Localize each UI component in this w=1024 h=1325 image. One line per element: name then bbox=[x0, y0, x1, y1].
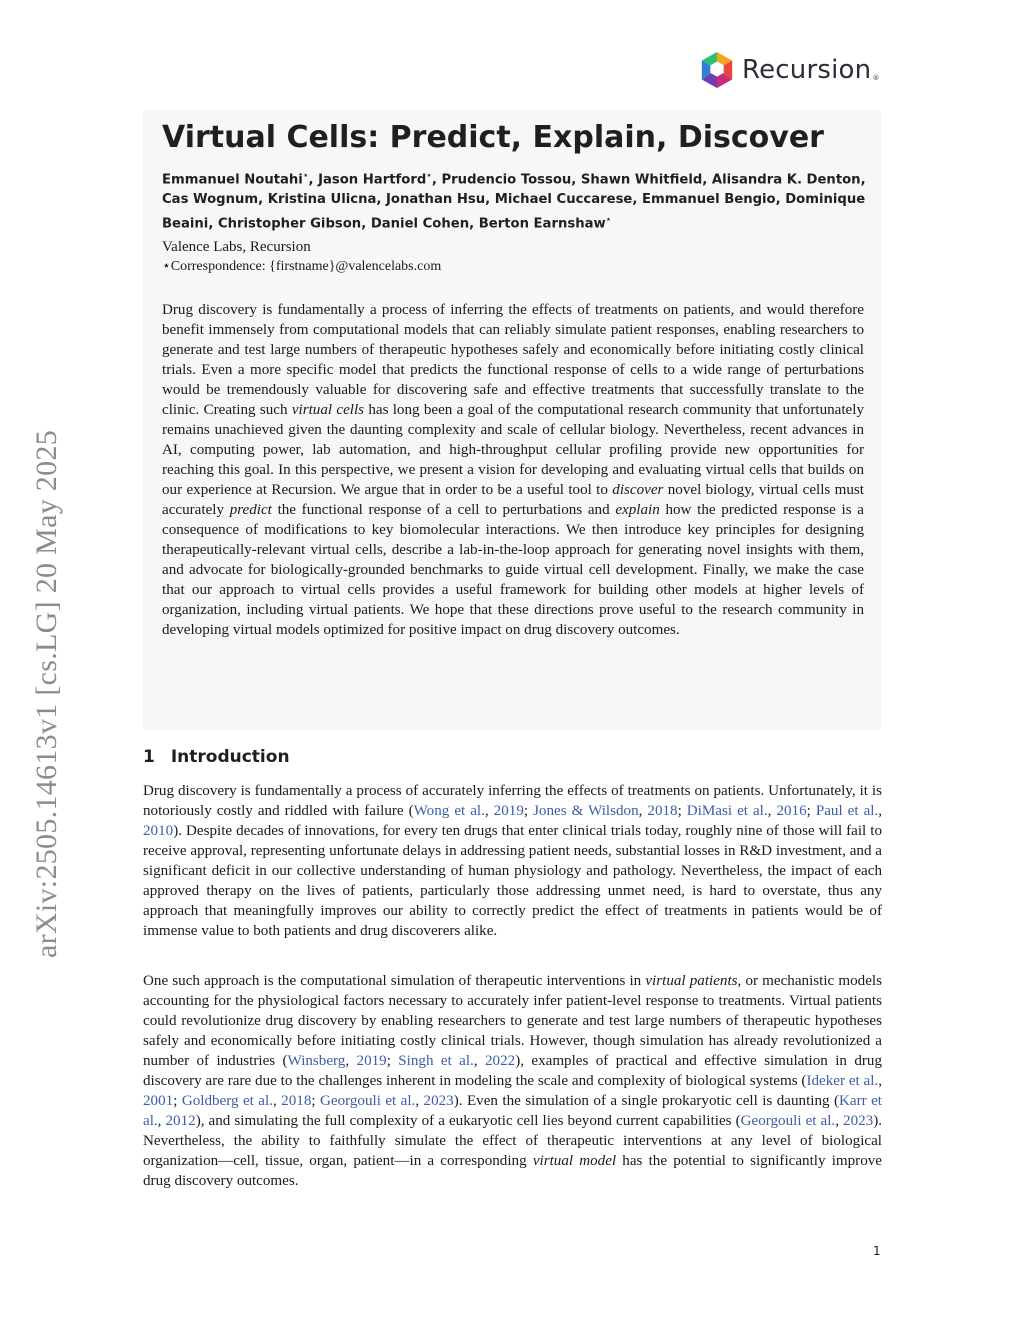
emphasis: virtual cells bbox=[291, 402, 365, 418]
text-run: , bbox=[878, 1073, 882, 1089]
emphasis: virtual model bbox=[532, 1153, 617, 1169]
affiliation: Valence Labs, Recursion bbox=[162, 239, 311, 255]
text-run: ; bbox=[386, 1053, 399, 1069]
text-run: , or mechanistic models accounting for the physiological factors necessary to accurately infer patient-level response to treatments. Virtual patients could revolutionize drug discovery by enabling researchers to generate and test large numbers of therapeutic hypotheses safely and economically before initiating costly clinical trials. However, though simulation has already revolutionized a number of industries ( bbox=[143, 973, 882, 1069]
text-run: has the potential to significantly improve drug discovery outcomes. bbox=[143, 1153, 882, 1189]
correspondence-mark: ⋆ bbox=[426, 171, 432, 181]
text-run: , bbox=[345, 1053, 357, 1069]
text-run: ). Despite decades of innovations, for every ten drugs that enter clinical trials today, roughly nine of those will fail to receive approval, representing unfortunate delays in addressing patient needs, substantial losses in R&D investment, and a significant deficit in our collective understanding of human physiology and pathology. Nevertheless, the impact of each approved therapy on the lives of patients, particularly those addressing unmet need, is hard to overstate, thus any approach that meaningfully improves our ability to correctly predict the effect of treatments in patients would be of immense value to both patients and drug discoverers alike. bbox=[143, 823, 882, 939]
citation-link[interactable]: 2018 bbox=[647, 803, 678, 819]
citation-link[interactable]: Singh et al. bbox=[398, 1053, 474, 1069]
author-name: Daniel Cohen bbox=[370, 216, 470, 232]
paper-title: Virtual Cells: Predict, Explain, Discover bbox=[162, 120, 824, 155]
recursion-hexagon-icon bbox=[698, 50, 736, 90]
citation-link[interactable]: Winsberg bbox=[287, 1053, 346, 1069]
citation-link[interactable]: Ideker et al. bbox=[806, 1073, 879, 1089]
citation-link[interactable]: 2001 bbox=[143, 1093, 174, 1109]
author-name: Jonathan Hsu bbox=[386, 192, 486, 208]
text-run: , bbox=[272, 1093, 282, 1109]
citation-link[interactable]: 2023 bbox=[843, 1113, 874, 1129]
correspondence: ⋆Correspondence: {firstname}@valencelabs.com bbox=[162, 259, 442, 274]
text-run: , bbox=[157, 1113, 166, 1129]
author-name: Kristina Ulicna bbox=[267, 192, 377, 208]
author-name: Shawn Whitfield bbox=[580, 172, 703, 188]
citation-link[interactable]: 2022 bbox=[485, 1053, 516, 1069]
citation-link[interactable]: Jones & Wilsdon bbox=[533, 803, 639, 819]
emphasis: virtual patients bbox=[645, 973, 738, 989]
author-name: Emmanuel Bengio bbox=[641, 192, 776, 208]
intro-paragraph-2 bbox=[143, 971, 882, 1191]
text-run: ; bbox=[677, 803, 687, 819]
recursion-logo bbox=[698, 50, 879, 90]
citation-link[interactable]: 2023 bbox=[423, 1093, 454, 1109]
intro-paragraph-1 bbox=[143, 781, 882, 941]
section-heading-introduction bbox=[143, 747, 290, 767]
citation-link[interactable]: 2019 bbox=[356, 1053, 387, 1069]
abstract-text bbox=[162, 300, 864, 640]
text-run: Drug discovery is fundamentally a process of inferring the effects of treatments on patients, and would therefore benefit immensely from computational models that can reliably simulate patient responses, enabling researchers to generate and test large numbers of therapeutic hypotheses safely and economically before initiating costly clinical trials. Even a more specific model that predicts the functional response of cells to a wide range of perturbations would be tremendously valuable for discovering safe and effective treatments that successfully translate to the clinic. Creating such bbox=[162, 302, 864, 418]
text-run: , bbox=[473, 1053, 485, 1069]
author-name: Cas Wognum bbox=[162, 192, 259, 208]
author-name: Emmanuel Noutahi bbox=[162, 172, 303, 188]
emphasis: explain bbox=[615, 502, 660, 518]
citation-link[interactable]: Georgouli et al. bbox=[740, 1113, 836, 1129]
text-run: , bbox=[638, 803, 648, 819]
citation-link[interactable]: Karr et al. bbox=[143, 1093, 882, 1129]
text-run: how the predicted response is a consequence of modifications to key biomolecular interactions. We then introduce key principles for designing therapeutically-relevant virtual cells, describe a lab-in-the-loop approach for generating novel insights with them, and advocate for biologically-grounded benchmarks to guide virtual cell development. Finally, we make the case that our approach to virtual cells provides a useful framework for building other models at higher levels of organization, including virtual patients. We hope that these directions prove useful to the research community in developing virtual models optimized for positive impact on drug discovery outcomes. bbox=[162, 502, 865, 638]
text-run: , bbox=[878, 803, 883, 819]
text-run: ), examples of practical and effective simulation in drug discovery are rare due to the challenges inherent in modeling the scale and complexity of biological systems ( bbox=[143, 1053, 882, 1089]
citation-link[interactable]: DiMasi et al. bbox=[686, 803, 768, 819]
arxiv-identifier[interactable]: arXiv:2505.14613v1 [cs.LG] 20 May 2025 bbox=[30, 430, 63, 958]
emphasis: predict bbox=[229, 502, 272, 518]
text-run: ). Even the simulation of a single prokaryotic cell is daunting ( bbox=[453, 1093, 840, 1109]
section-number: 1 bbox=[143, 747, 155, 767]
text-run: Drug discovery is fundamentally a process of accurately inferring the effects of treatments on patients. Unfortunately, it is notoriously costly and riddled with failure ( bbox=[143, 783, 882, 819]
author-name: Prudencio Tossou bbox=[441, 172, 572, 188]
citation-link[interactable]: 2016 bbox=[776, 803, 807, 819]
citation-link[interactable]: Wong et al. bbox=[413, 803, 485, 819]
text-run: , bbox=[767, 803, 777, 819]
citation-link[interactable]: 2012 bbox=[165, 1113, 196, 1129]
text-run: novel biology, virtual cells must accurately bbox=[162, 482, 864, 518]
page-number: 1 bbox=[873, 1244, 881, 1258]
section-title: Introduction bbox=[170, 747, 290, 767]
text-run: ; bbox=[311, 1093, 320, 1109]
author-name: Alisandra K. Denton bbox=[711, 172, 861, 188]
correspondence-mark: ⋆ bbox=[302, 171, 309, 181]
citation-link[interactable]: 2019 bbox=[493, 803, 524, 819]
author-name: Berton Earnshaw bbox=[478, 216, 606, 232]
author-name: Christopher Gibson bbox=[217, 216, 362, 232]
text-run: ; bbox=[806, 803, 816, 819]
text-run: the functional response of a cell to perturbations and bbox=[271, 502, 616, 518]
author-list: Emmanuel Noutahi⋆, Jason Hartford⋆, Prudencio Tossou, Shawn Whitfield, Alisandra K. Denton, Cas Wognum, Kristina Ulicna, Jonathan Hsu, Michael Cuccarese, Emmanuel Bengio, Dominique Beaini, Christopher Gibson, Daniel Cohen, Berton Earnshaw⋆ bbox=[162, 171, 866, 232]
logo-wordmark: Recursion bbox=[742, 55, 872, 85]
text-run: One such approach is the computational simulation of therapeutic interventions in bbox=[143, 973, 646, 989]
citation-link[interactable]: Georgouli et al. bbox=[319, 1093, 416, 1109]
citation-link[interactable]: Goldberg et al. bbox=[181, 1093, 273, 1109]
text-run: , bbox=[415, 1093, 424, 1109]
text-run: , bbox=[835, 1113, 844, 1129]
text-run: ; bbox=[523, 803, 534, 819]
emphasis: discover bbox=[612, 482, 664, 498]
text-run: ; bbox=[173, 1093, 182, 1109]
correspondence-mark: ⋆ bbox=[605, 215, 612, 226]
author-name: Dominique Beaini bbox=[162, 192, 866, 232]
author-name: Jason Hartford bbox=[318, 172, 427, 188]
author-name: Michael Cuccarese bbox=[494, 192, 633, 208]
text-run: ). Nevertheless, the ability to faithfully simulate the effect of therapeutic interventions at any level of biological organization—cell, tissue, organ, patient—in a corresponding bbox=[143, 1113, 883, 1169]
text-run: has long been a goal of the computational research community that unfortunately remains unachieved given the daunting complexity and scale of cellular biology. Nevertheless, recent advances in AI, computing power, lab automation, and high-throughput cellular profiling provide new opportunities for reaching this goal. In this perspective, we present a vision for developing and evaluating virtual cells that builds on our experience at Recursion. We argue that in order to be a useful tool to bbox=[162, 402, 864, 498]
text-run: ), and simulating the full complexity of a eukaryotic cell lies beyond current capabilities ( bbox=[195, 1113, 741, 1129]
logo-registered-mark: ® bbox=[872, 74, 880, 82]
text-run: , bbox=[484, 803, 494, 819]
citation-link[interactable]: Paul et al. bbox=[815, 803, 879, 819]
citation-link[interactable]: 2018 bbox=[281, 1093, 312, 1109]
citation-link[interactable]: 2010 bbox=[143, 823, 174, 839]
